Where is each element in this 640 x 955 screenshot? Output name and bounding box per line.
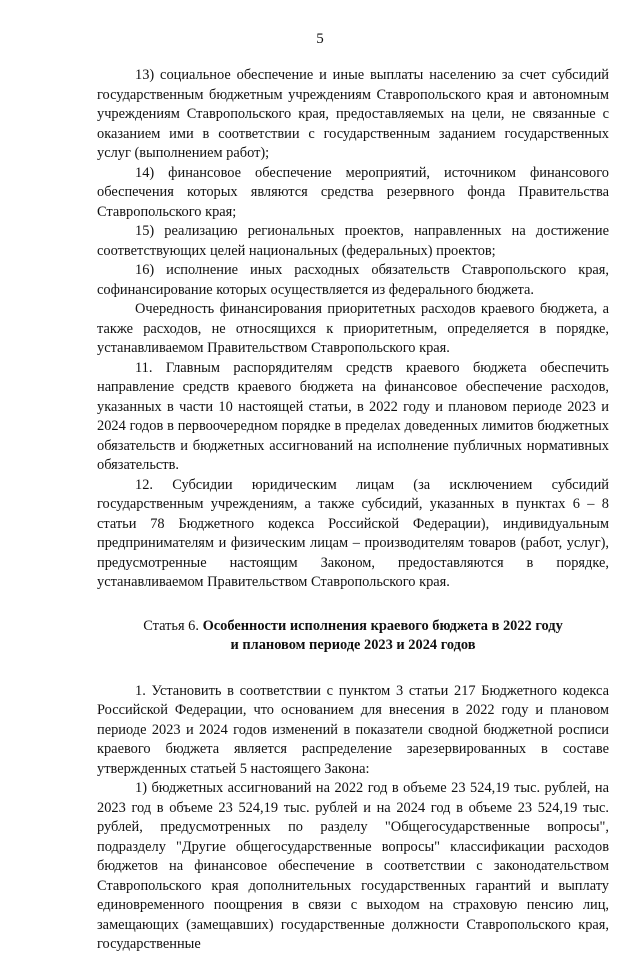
paragraph-item-15: 15) реализацию региональных проектов, направленных на достижение соответствующих целей национальных (федеральных) проектов; bbox=[97, 223, 609, 259]
paragraph-item-13: 13) социальное обеспечение и иные выплаты населению за счет субсидий государственным бюджетным учреждениям Ставропольского края и автономным учреждениям Ставропольского края, предоставляемых на цели, не связанные с оказанием ими в соответствии с государственным заданием государственных услуг (выполнением работ); bbox=[97, 67, 609, 161]
article-title-line1: Особенности исполнения краевого бюджета в 2022 году bbox=[202, 617, 563, 634]
page-number: 5 bbox=[316, 31, 324, 47]
document-body bbox=[97, 66, 609, 955]
article-number: Статья 6. bbox=[143, 617, 199, 634]
paragraph-part-11: 11. Главным распорядителям средств краевого бюджета обеспечить направление средств краевого бюджета на финансовое обеспечение расходов, указанных в части 10 настоящей статьи, в 2022 году и плановом периоде 2023 и 2024 годов в первоочередном порядке в пределах доведенных лимитов бюджетных обязательств и бюджетных ассигнований на исполнение публичных нормативных обязательств. bbox=[97, 359, 609, 473]
paragraph-article6-part-1: 1. Установить в соответствии с пунктом 3 статьи 217 Бюджетного кодекса Российской Федерации, что основанием для внесения в 2022 году и плановом периоде 2023 и 2024 годов изменений в показатели сводной бюджетной росписи краевого бюджета является распределение зарезервированных в составе утвержденных статьей 5 настоящего Закона: bbox=[97, 682, 609, 777]
paragraph-priority-order: Очередность финансирования приоритетных расходов краевого бюджета, а также расходов, не относящихся к приоритетным, определяется в порядке, устанавливаемом Правительством Ставропольского края. bbox=[97, 301, 609, 356]
paragraph-part-12: 12. Субсидии юридическим лицам (за исключением субсидий государственным учреждениям, а также субсидий, указанных в пунктах 6 – 8 статьи 78 Бюджетного кодекса Российской Федерации), индивидуальным предпринимателям и физическим лицам – производителям товаров (работ, услуг), предусмотренные настоящим Законом, предоставляются в порядке, устанавливаемом Правительством Ставропольского края. bbox=[97, 476, 609, 590]
paragraph-item-14: 14) финансовое обеспечение мероприятий, источником финансового обеспечения которых являются средства резервного фонда Правительства Ставропольского края; bbox=[97, 164, 609, 220]
paragraph-item-16: 16) исполнение иных расходных обязательств Ставропольского края, софинансирование которых осуществляется из федерального бюджета. bbox=[97, 262, 609, 298]
article-title-line2: и плановом периоде 2023 и 2024 годов bbox=[230, 637, 476, 653]
article-heading bbox=[97, 617, 609, 656]
paragraph-article6-item-1: 1) бюджетных ассигнований на 2022 год в объеме 23 524,19 тыс. рублей, на 2023 год в объеме 23 524,19 тыс. рублей и на 2024 год в объеме 23 524,19 тыс. рублей, предусмотренных по разделу "Общегосударственные вопросы", подразделу "Другие общегосударственные вопросы" классификации расходов бюджетов на финансовое обеспечение в соответствии с законодательством Ставропольского края дополнительных государственных гарантий и выплату единовременного поощрения в связи с выходом на страховую пенсию лиц, замещающих (замещавших) государственные должности Ставропольского края, государственные bbox=[97, 780, 609, 952]
